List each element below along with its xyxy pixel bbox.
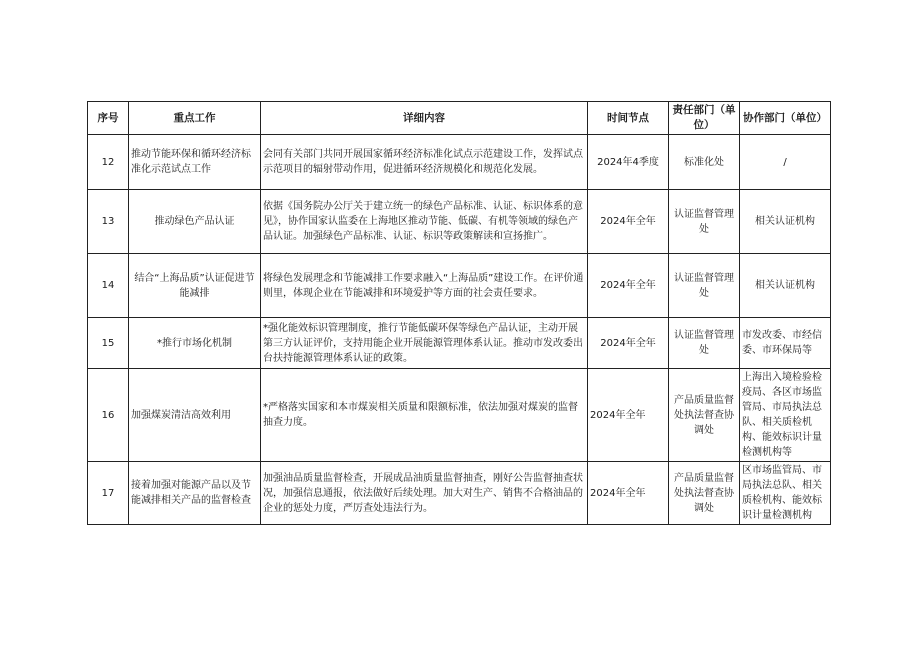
row-num: 13 bbox=[88, 190, 129, 254]
table-header-row bbox=[88, 102, 831, 135]
row-resp: 标准化处 bbox=[669, 135, 740, 190]
row-detail: 会同有关部门共同开展国家循环经济标准化试点示范建设工作，发挥试点示范项目的辐射带动作用，促进循环经济规模化和规范化发展。 bbox=[261, 135, 588, 190]
header-num: 序号 bbox=[88, 102, 129, 135]
table-row bbox=[88, 254, 831, 318]
row-time: 2024年4季度 bbox=[588, 135, 669, 190]
row-num: 16 bbox=[88, 369, 129, 462]
row-time: 2024年全年 bbox=[588, 369, 669, 462]
row-coop: / bbox=[740, 135, 831, 190]
header-detail: 详细内容 bbox=[261, 102, 588, 135]
row-time: 2024年全年 bbox=[588, 318, 669, 369]
row-resp: 认证监督管理处 bbox=[669, 318, 740, 369]
row-detail: 加强油品质量监督检查，开展成品油质量监督抽查，刚好公告监督抽查状况，加强信息通报，依法做好后续处理。加大对生产、销售不合格油品的企业的惩处力度，严厉查处违法行为。 bbox=[261, 462, 588, 525]
row-coop: 区市场监管局、市局执法总队、相关质检机构、能效标识计量检测机构 bbox=[740, 462, 831, 525]
header-resp: 责任部门（单位） bbox=[669, 102, 740, 135]
row-task: *推行市场化机制 bbox=[129, 318, 261, 369]
row-num: 15 bbox=[88, 318, 129, 369]
row-resp: 产品质量监督处执法督查协调处 bbox=[669, 369, 740, 462]
table-row bbox=[88, 369, 831, 462]
row-time: 2024年全年 bbox=[588, 190, 669, 254]
row-coop: 市发改委、市经信委、市环保局等 bbox=[740, 318, 831, 369]
row-num: 14 bbox=[88, 254, 129, 318]
row-detail: 依据《国务院办公厅关于建立统一的绿色产品标准、认证、标识体系的意见》，协作国家认监委在上海地区推动节能、低碳、有机等领域的绿色产品认证。加强绿色产品标准、认证、标识等政策解读和宣扬推广。 bbox=[261, 190, 588, 254]
row-detail: 将绿色发展理念和节能减排工作要求融入“上海品质”建设工作。在评价通则里，体现企业在节能减排和环境爱护等方面的社会责任要求。 bbox=[261, 254, 588, 318]
table-row bbox=[88, 462, 831, 525]
row-num: 12 bbox=[88, 135, 129, 190]
row-coop: 相关认证机构 bbox=[740, 254, 831, 318]
row-task: 结合“上海品质”认证促进节能减排 bbox=[129, 254, 261, 318]
row-coop: 相关认证机构 bbox=[740, 190, 831, 254]
row-time: 2024年全年 bbox=[588, 254, 669, 318]
header-coop: 协作部门（单位） bbox=[740, 102, 831, 135]
row-task: 推动节能环保和循环经济标准化示范试点工作 bbox=[129, 135, 261, 190]
work-plan-table bbox=[87, 101, 831, 525]
row-time: 2024年全年 bbox=[588, 462, 669, 525]
table-row bbox=[88, 318, 831, 369]
row-detail: *严格落实国家和本市煤炭相关质量和限额标准，依法加强对煤炭的监督抽查力度。 bbox=[261, 369, 588, 462]
table-row bbox=[88, 135, 831, 190]
row-task: 接着加强对能源产品以及节能减排相关产品的监督检查 bbox=[129, 462, 261, 525]
row-task: 加强煤炭清洁高效利用 bbox=[129, 369, 261, 462]
header-task: 重点工作 bbox=[129, 102, 261, 135]
row-resp: 产品质量监督处执法督查协调处 bbox=[669, 462, 740, 525]
row-task: 推动绿色产品认证 bbox=[129, 190, 261, 254]
table-row bbox=[88, 190, 831, 254]
row-detail: *强化能效标识管理制度，推行节能低碳环保等绿色产品认证，主动开展第三方认证评价，支持用能企业开展能源管理体系认证。推动市发改委出台扶持能源管理体系认证的政策。 bbox=[261, 318, 588, 369]
header-time: 时间节点 bbox=[588, 102, 669, 135]
row-resp: 认证监督管理处 bbox=[669, 190, 740, 254]
row-num: 17 bbox=[88, 462, 129, 525]
row-resp: 认证监督管理处 bbox=[669, 254, 740, 318]
row-coop: 上海出入境检验检疫局、各区市场监管局、市局执法总队、相关质检机构、能效标识计量检测机构等 bbox=[740, 369, 831, 462]
